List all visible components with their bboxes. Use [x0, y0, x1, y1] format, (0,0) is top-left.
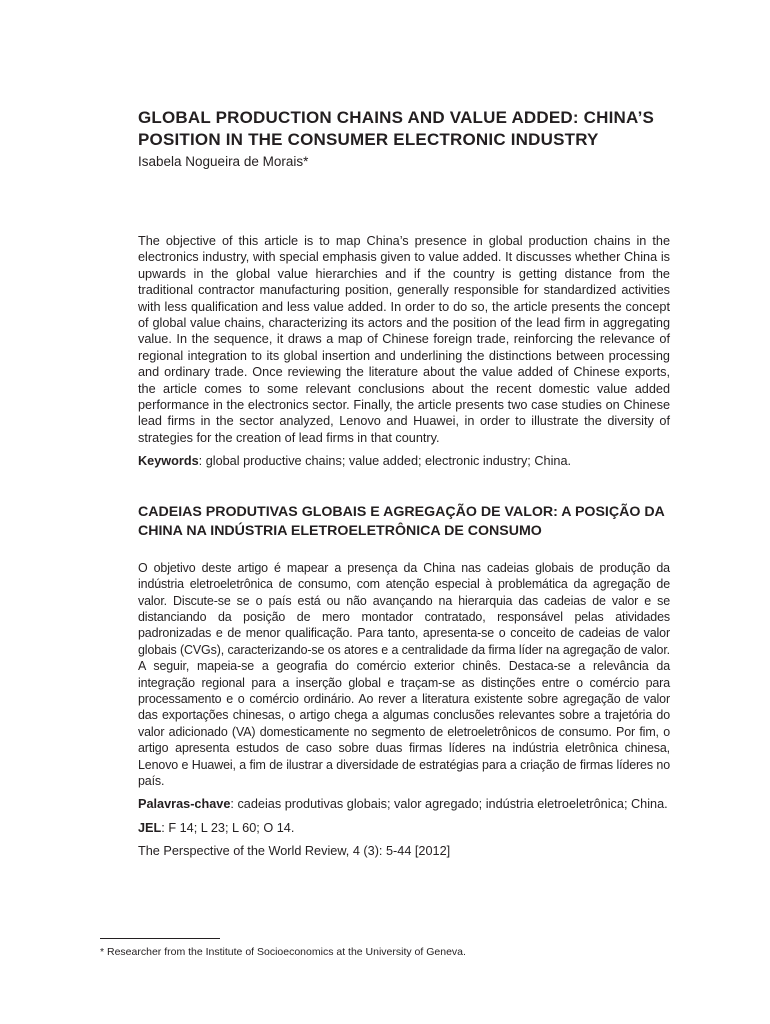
- jel-text: : F 14; L 23; L 60; O 14.: [161, 820, 295, 835]
- author-name: Isabela Nogueira de Morais*: [138, 154, 309, 169]
- article-title: GLOBAL PRODUCTION CHAINS AND VALUE ADDED: CHINA’S POSITION IN THE CONSUMER ELECTRONIC INDUSTRY: [138, 108, 655, 149]
- footnote-divider: [100, 938, 220, 939]
- portuguese-title: CADEIAS PRODUTIVAS GLOBAIS E AGREGAÇÃO DE VALOR: A POSIÇÃO DA CHINA NA INDÚSTRIA ELETROELETRÔNICA DE CONSUMO: [138, 503, 665, 539]
- keywords-label: Keywords: [138, 454, 199, 469]
- english-abstract: The objective of this article is to map China’s presence in global production chains in the electronics industry, with special emphasis given to value added. It discusses whether China is upwards in the global value hierarchies and if the country is getting distance from the traditional contractor manufacturing position, generally responsible for standardized activities with less qualification and less value added. In order to do so, the article presents the concept of global value chains, characterizing its actors and the position of the lead firm in aggregating value. In the sequence, it draws a map of Chinese foreign trade, reinforcing the relevance of regional integration to its global insertion and underlining the distinctions between processing and ordinary trade. Once reviewing the literature about the value added of Chinese exports, the article comes to some relevant conclusions about the recent domestic value added performance in the electronics sector. Finally, the article presents two case studies on Chinese lead firms in the sector analyzed, Lenovo and Huawei, in order to illustrate the diversity of strategies for the creation of lead firms in that country.: [138, 234, 670, 445]
- keywords-text: : global productive chains; value added; electronic industry; China.: [198, 454, 572, 469]
- palavras-chave-label: Palavras-chave: [138, 797, 231, 812]
- journal-citation: The Perspective of the World Review, 4 (3): 5-44 [2012]: [138, 844, 451, 859]
- author-footnote: * Researcher from the Institute of Socioeconomics at the University of Geneva.: [100, 946, 466, 958]
- article-content: [138, 107, 670, 860]
- english-keywords: [138, 453, 670, 469]
- portuguese-abstract: O objetivo deste artigo é mapear a presença da China nas cadeias globais de produção da indústria eletroeletrônica de consumo, com atenção especial à problemática da agregação de valor. Discute-se se o país está ou não avançando na hierarquia das cadeias de valor e se distanciando da posição de mero montador contratado, responsável pelas atividades padronizadas e de menor qualificação. Para tanto, apresenta-se o conceito de cadeias de valor globais (CVGs), caracterizando-se os atores e a centralidade da firma líder na agregação de valor. A seguir, mapeia-se a geografia do comércio exterior chinês. Destaca-se a relevância da integração regional para a inserção global e traçam-se as distinções entre o comércio para processamento e o comércio ordinário. Ao rever a literatura existente sobre agregação de valor das exportações chinesas, o artigo chega a algumas conclusões relevantes sobre a trajetória do valor adicionado (VA) domesticamente no segmento de eletroeletrônicos de consumo. Por fim, o artigo apresenta estudos de caso sobre duas firmas líderes na indústria eletrônica chinesa, Lenovo e Huawei, a fim de ilustrar a diversidade de estratégias para a criação de firmas líderes no país.: [138, 560, 670, 788]
- palavras-chave-text: : cadeias produtivas globais; valor agregado; indústria eletroeletrônica; China.: [230, 797, 668, 812]
- portuguese-keywords: [138, 796, 670, 812]
- jel-label: JEL: [138, 820, 162, 835]
- jel-codes: [138, 820, 670, 836]
